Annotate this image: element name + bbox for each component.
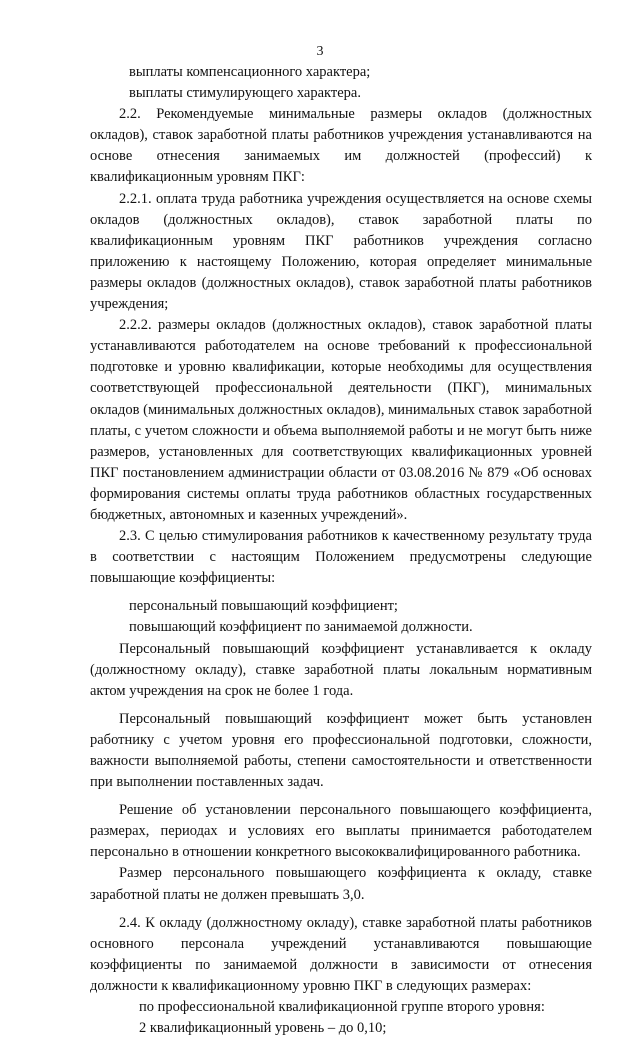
list-item-second-level-group: по профессиональной квалификационной группе второго уровня:: [139, 999, 545, 1016]
paragraph-personal-coefficient-term: Персональный повышающий коэффициент устанавливается к окладу (должностному окладу), ставке заработной платы локальным нормативным актом учреждения на срок не более 1 года.: [90, 640, 592, 699]
list-item-qualification-level-2: 2 квалификационный уровень – до 0,10;: [139, 1020, 387, 1037]
section-2-2-2: 2.2.2. размеры окладов (должностных окладов), ставок заработной платы устанавливаются работодателем на основе требований к профессиональной подготовке и уровню квалификации, которые необходимы для осуществления соответствующей профессиональной деятельности (ПКГ), минимальных окладов (минимальных должностных окладов), минимальных ставок заработной платы, с учетом сложности и объема выполняемой работы и не могут быть ниже размеров, установленных для соответствующих квалификационных уровней ПКГ постановлением администрации области от 03.08.2016 № 879 «Об основах формирования системы оплаты труда работников областных государственных бюджетных, автономных и казенных учреждений».: [90, 317, 592, 523]
list-item-compensation: выплаты компенсационного характера;: [129, 64, 371, 80]
paragraph-personal-coefficient-decision: Решение об установлении персонального повышающего коэффициента, размерах, периодах и условиях его выплаты принимается работодателем персонально в отношении конкретного высококвалифицированного работника.: [90, 802, 592, 861]
section-2-2-1: 2.2.1. оплата труда работника учреждения осуществляется на основе схемы окладов (должностных окладов), ставок заработной платы по квалификационным уровням ПКГ работников учреждения согласно приложению к настоящему Положению, которая определяет минимальные размеры окладов (должностных окладов), ставок заработной платы работников учреждения;: [90, 190, 592, 313]
section-2-4: 2.4. К окладу (должностному окладу), ставке заработной платы работников основного персонала учреждений устанавливаются повышающие коэффициенты по занимаемой должности в зависимости от отнесения должности к квалификационному уровню ПКГ в следующих размерах:: [90, 914, 592, 994]
list-item-position-coefficient: повышающий коэффициент по занимаемой должности.: [129, 619, 473, 636]
list-item-personal-coefficient: персональный повышающий коэффициент;: [129, 598, 398, 615]
document-body: [90, 62, 592, 1039]
list-item-stimulating: выплаты стимулирующего характера.: [129, 85, 361, 102]
paragraph-personal-coefficient-max: Размер персонального повышающего коэффициента к окладу, ставке заработной платы не должен превышать 3,0.: [90, 865, 592, 903]
page-number: 3: [316, 44, 324, 59]
section-2-3: 2.3. С целью стимулирования работников к качественному результату труда в соответствии с настоящим Положением предусмотрены следующие повышающие коэффициенты:: [90, 528, 592, 587]
paragraph-personal-coefficient-criteria: Персональный повышающий коэффициент может быть установлен работнику с учетом уровня его профессиональной подготовки, сложности, важности выполняемой работы, степени самостоятельности и ответственности при выполнении поставленных задач.: [90, 710, 592, 791]
section-2-2: 2.2. Рекомендуемые минимальные размеры окладов (должностных окладов), ставок заработной платы работников учреждения устанавливаются на основе отнесения занимаемых им должностей (профессий) к квалификационным уровням ПКГ:: [90, 106, 592, 186]
